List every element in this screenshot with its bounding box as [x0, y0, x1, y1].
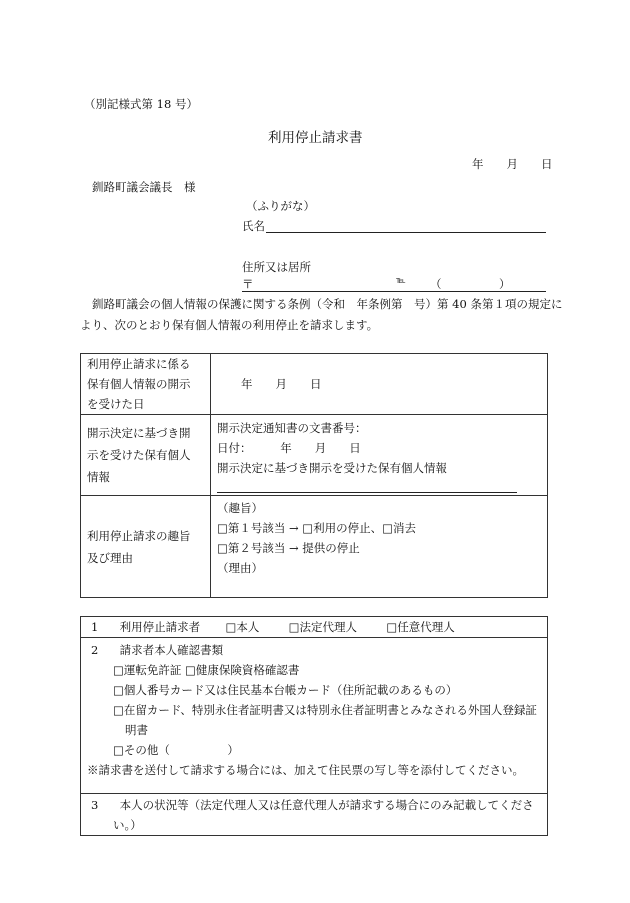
- table-row: [81, 496, 548, 598]
- request-details-table: [80, 353, 548, 598]
- table-row: [81, 354, 548, 415]
- table-row: [81, 638, 548, 794]
- address-label: 住所又は居所: [242, 260, 311, 274]
- disclosure-date-label: 利用停止請求に係る 保有個人情報の開示 を受けた日: [81, 354, 211, 415]
- name-field[interactable]: [266, 232, 546, 233]
- info-underline: [217, 492, 517, 493]
- table-row: [81, 617, 548, 638]
- id-doc-option[interactable]: □その他（ ）: [113, 743, 239, 757]
- form-number: （別記様式第 18 号）: [84, 97, 198, 111]
- disclosed-info-field[interactable]: 開示決定通知書の文書番号： 日付： 年 月 日 開示決定に基づき開示を受けた保有個人情報: [211, 415, 548, 496]
- tel-label: ℡: [396, 276, 406, 286]
- date-line: 年 月 日: [472, 157, 553, 171]
- tel-paren: （ ）: [430, 277, 511, 291]
- table-row: [81, 794, 548, 836]
- table-row: [81, 415, 548, 496]
- page-title: 利用停止請求書: [268, 130, 363, 146]
- checkbox-legal-agent[interactable]: □法定代理人: [288, 620, 358, 634]
- requester-info-table: [80, 616, 548, 836]
- principal-status-row[interactable]: 3 本人の状況等（法定代理人又は任意代理人が請求する場合にのみ記載してくださ い。）: [81, 794, 548, 836]
- checkbox-self[interactable]: □本人: [225, 620, 260, 634]
- disclosed-info-label: 開示決定に基づき開 示を受けた保有個人 情報: [81, 415, 211, 496]
- id-doc-option[interactable]: □運転免許証 □健康保険資格確認書: [113, 663, 300, 677]
- disclosure-date-field[interactable]: 年 月 日: [211, 354, 548, 415]
- address-field[interactable]: [242, 291, 546, 292]
- requester-row: 1 利用停止請求者 □本人 □法定代理人 □任意代理人: [81, 617, 548, 638]
- purpose-reason-field[interactable]: （趣旨） □第１号該当 → □利用の停止、□消去 □第２号該当 → 提供の停止 （理由）: [211, 496, 548, 598]
- checkbox-voluntary-agent[interactable]: □任意代理人: [386, 620, 455, 634]
- intro-line-2: より、次のとおり保有個人情報の利用停止を請求します。: [80, 318, 379, 332]
- intro-line-1: 釧路町議会の個人情報の保護に関する条例（令和 年条例第 号）第 40 条第１項の規定に: [92, 297, 563, 311]
- furigana-label: （ふりがな）: [246, 199, 315, 213]
- option-clause-2[interactable]: □第２号該当 → 提供の停止: [217, 541, 360, 555]
- purpose-reason-label: 利用停止請求の趣旨 及び理由: [81, 496, 211, 598]
- name-label: 氏名: [242, 219, 265, 233]
- postal-mark: 〒: [242, 277, 254, 291]
- option-clause-1[interactable]: □第１号該当 → □利用の停止、□消去: [217, 521, 417, 535]
- id-documents-row: 2 請求者本人確認書類 □運転免許証 □健康保険資格確認書 □個人番号カード又は住民基本台帳カード（住所記載のあるもの） □在留カード、特別永住者証明書又は特別永住者証明書とみなされる外国人登録証 明書 □その他（ ） ※請求書を送付して請求する場合には、加えて住民票の写し等を添付してください。: [81, 638, 548, 794]
- addressee: 釧路町議会議長 様: [92, 180, 196, 194]
- attachment-note: ※請求書を送付して請求する場合には、加えて住民票の写し等を添付してください。: [87, 763, 524, 777]
- id-doc-option[interactable]: □在留カード、特別永住者証明書又は特別永住者証明書とみなされる外国人登録証: [113, 703, 537, 717]
- id-doc-option[interactable]: □個人番号カード又は住民基本台帳カード（住所記載のあるもの）: [113, 683, 458, 697]
